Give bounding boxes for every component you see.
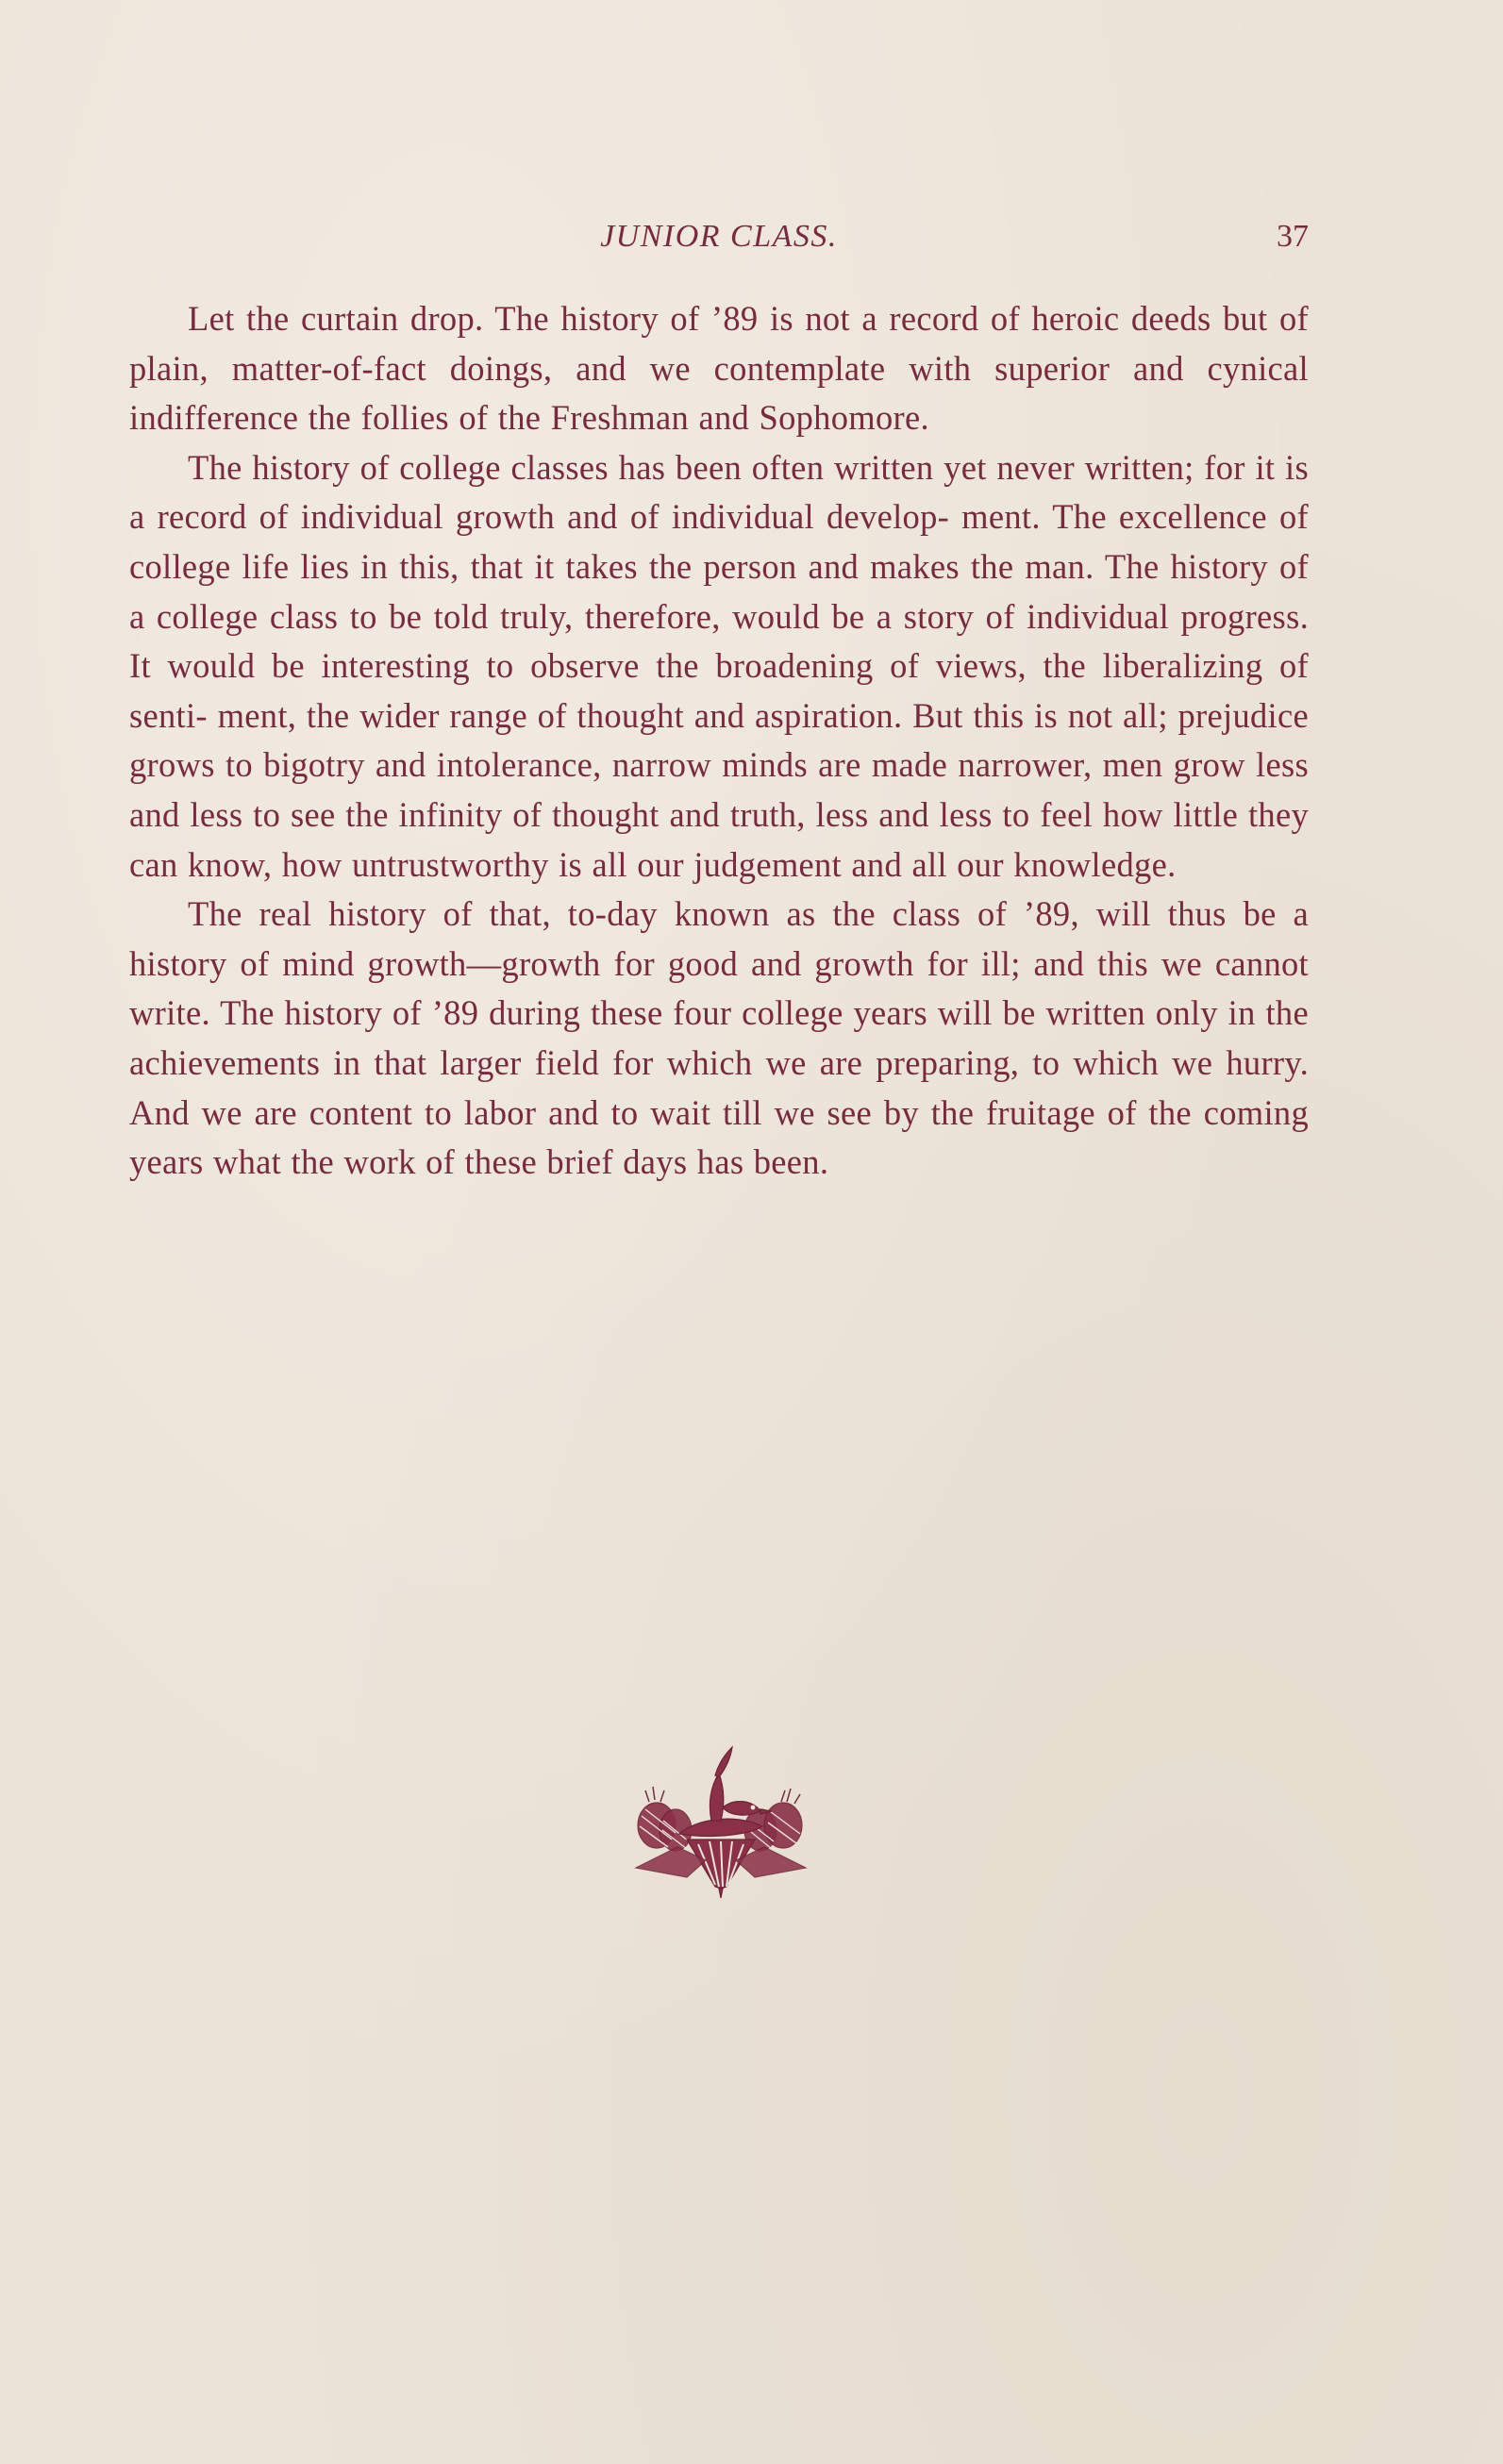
bird-on-wheat-sheaf-icon <box>621 1736 821 1901</box>
body-text <box>129 294 1309 1188</box>
paragraph-3: The real history of that, to-day known as the class of ’89, will thus be a history of mind growth—growth for good and growth for ill; and this we cannot write. The history of ’89 during these four college years will be written only in the achievements in that larger field for which we are preparing, to which we hurry. And we are content to labor and to wait till we see by the fruitage of the coming years what the work of these brief days has been. <box>129 894 1309 1182</box>
paragraph-2: The history of college classes has been often written yet never written; for it is a record of individual growth and of individual develop- ment. The excellence of college life lies in this, that it takes the person and makes the man. The history of a college class to be told truly, therefore, would be a story of individual progress. It would be interesting to observe the broadening of views, the liberalizing of senti- ment, the wider range of thought and aspiration. But this is not all; prejudice grows to bigotry and intolerance, narrow minds are made narrower, men grow less and less to see the infinity of thought and truth, less and less to feel how little they can know, how untrustworthy is all our judgement and all our knowledge. <box>129 447 1309 884</box>
running-head <box>129 219 1309 266</box>
page-number: 37 <box>1277 219 1309 254</box>
running-title: JUNIOR CLASS. <box>600 219 838 254</box>
paragraph-1: Let the curtain drop. The history of ’89 is not a record of heroic deeds but of plain, matter-of-fact doings, and we contemplate with superior and cynical indifference the follies of the Freshman and Sophomore. <box>129 299 1309 438</box>
